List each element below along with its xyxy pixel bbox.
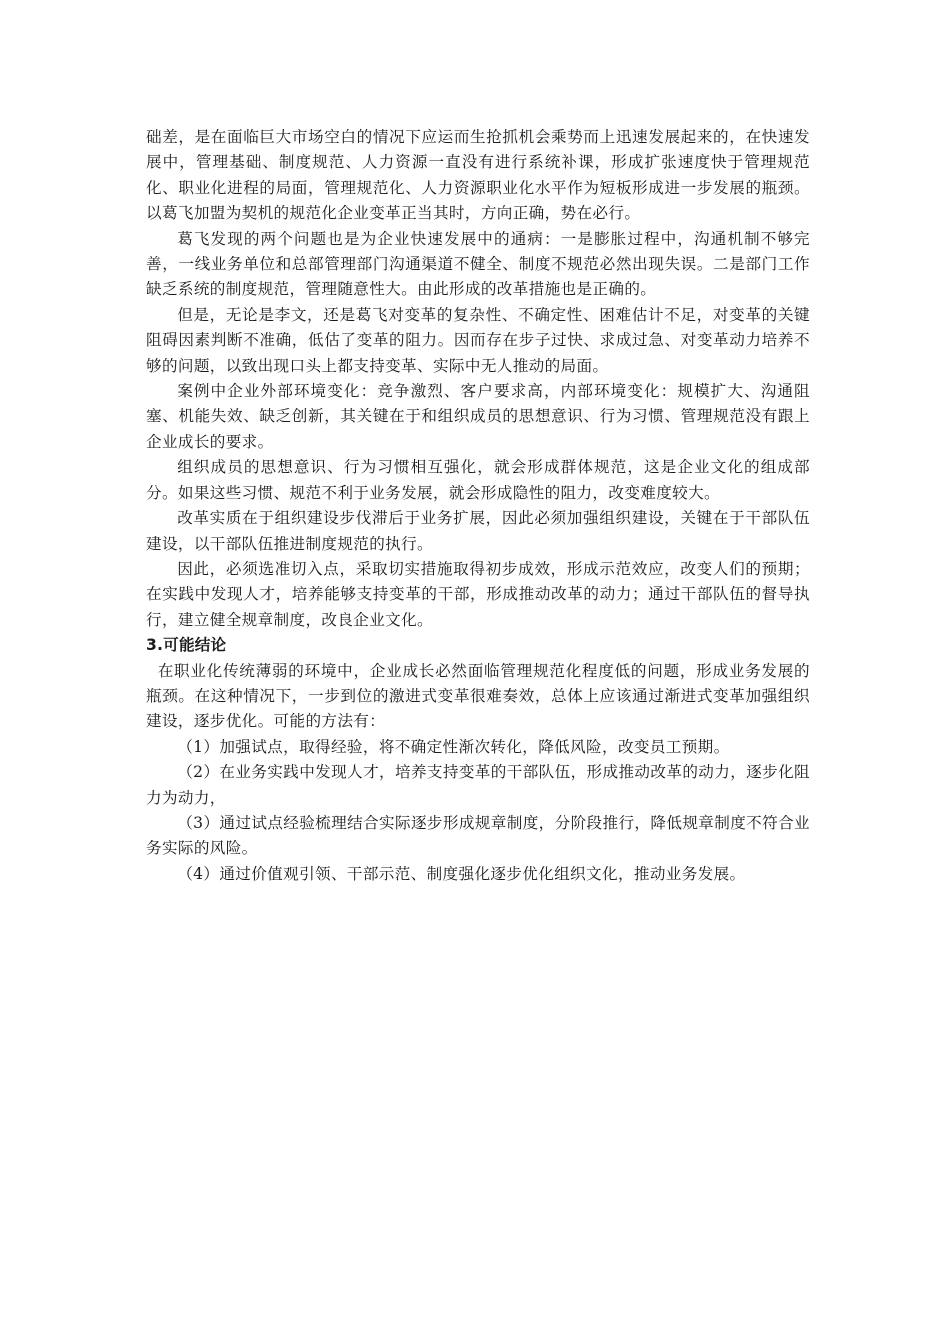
paragraph: 但是，无论是李文，还是葛飞对变革的复杂性、不确定性、困难估计不足，对变革的关键阻碍因素判断不准确，低估了变革的阻力。因而存在步子过快、求成过急、对变革动力培养不够的问题，以致出现口头上都支持变革、实际中无人推动的局面。: [146, 305, 810, 375]
paragraph: 因此，必须选准切入点，采取切实措施取得初步成效，形成示范效应，改变人们的预期；在实践中发现人才，培养能够支持变革的干部，形成推动改革的动力；通过干部队伍的督导执行，建立健全规章制度，改良企业文化。: [146, 559, 810, 629]
method-item: （2）在业务实践中发现人才，培养支持变革的干部队伍，形成推动改革的动力，逐步化阻力为动力，: [146, 763, 810, 807]
paragraph: 组织成员的思想意识、行为习惯相互强化，就会形成群体规范，这是企业文化的组成部分。如果这些习惯、规范不利于业务发展，就会形成隐性的阻力，改变难度较大。: [146, 458, 810, 502]
paragraph: 础差，是在面临巨大市场空白的情况下应运而生抢抓机会乘势而上迅速发展起来的，在快速发展中，管理基础、制度规范、人力资源一直没有进行系统补课，形成扩张速度快于管理规范化、职业化进程的局面，管理规范化、人力资源职业化水平作为短板形成进一步发展的瓶颈。以葛飞加盟为契机的规范化企业变革正当其时，方向正确，势在必行。: [146, 128, 810, 223]
section-heading: 3.可能结论: [146, 636, 227, 655]
paragraph: 改革实质在于组织建设步伐滞后于业务扩展，因此必须加强组织建设，关键在于干部队伍建设，以干部队伍推进制度规范的执行。: [146, 509, 810, 553]
document-body: [146, 125, 810, 887]
paragraph: 案例中企业外部环境变化：竞争激烈、客户要求高，内部环境变化：规模扩大、沟通阻塞、机能失效、缺乏创新，其关键在于和组织成员的思想意识、行为习惯、管理规范没有跟上企业成长的要求。: [146, 382, 810, 451]
method-item: （1）加强试点，取得经验，将不确定性渐次转化，降低风险，改变员工预期。: [177, 737, 730, 756]
method-item: （4）通过价值观引领、干部示范、制度强化逐步优化组织文化，推动业务发展。: [177, 864, 746, 883]
conclusion-intro: 在职业化传统薄弱的环境中，企业成长必然面临管理规范化程度低的问题，形成业务发展的瓶颈。在这种情况下，一步到位的激进式变革很难奏效，总体上应该通过渐进式变革加强组织建设，逐步优化。可能的方法有：: [146, 661, 810, 731]
method-item: （3）通过试点经验梳理结合实际逐步形成规章制度，分阶段推行，降低规章制度不符合业务实际的风险。: [146, 813, 810, 858]
paragraph: 葛飞发现的两个问题也是为企业快速发展中的通病：一是膨胀过程中，沟通机制不够完善，一线业务单位和总部管理部门沟通渠道不健全、制度不规范必然出现失误。二是部门工作缺乏系统的制度规范，管理随意性大。由此形成的改革措施也是正确的。: [146, 229, 810, 299]
